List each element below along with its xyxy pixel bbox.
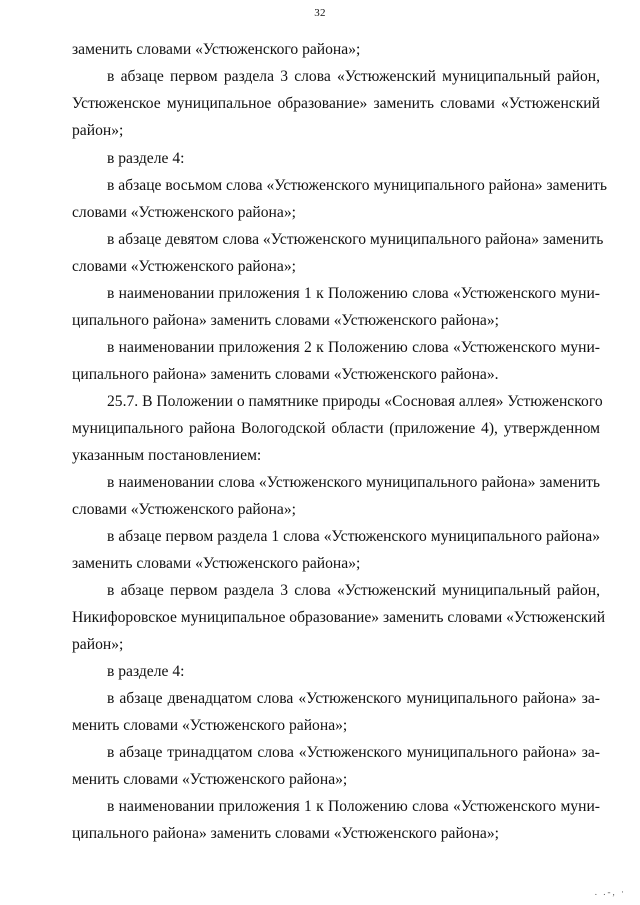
text-line: словами «Устюженского района»;: [72, 258, 296, 275]
text-line: район»;: [72, 122, 124, 139]
text-line: Никифоровское муниципальное образование» заменить словами «Устюженский: [72, 609, 606, 626]
text-line: в разделе 4:: [107, 150, 185, 167]
text-line: ципального района» заменить словами «Устюженского района»;: [72, 312, 499, 329]
text-line: словами «Устюженского района»;: [72, 501, 296, 518]
text-line: ципального района» заменить словами «Устюженского района»;: [72, 825, 499, 842]
text-line: в абзаце двенадцатом слова «Устюженского муниципального района» за-: [107, 690, 600, 707]
text-line: в абзаце восьмом слова «Устюженского муниципального района» заменить: [107, 177, 607, 194]
text-line: заменить словами «Устюженского района»;: [72, 555, 361, 572]
text-line: в абзаце тринадцатом слова «Устюженского муниципального района» за-: [107, 744, 600, 761]
text-line: в абзаце первом раздела 3 слова «Устюженский муниципальный район,: [107, 582, 600, 599]
text-line: в наименовании приложения 1 к Положению слова «Устюженского муни-: [107, 285, 600, 302]
text-line: в абзаце первом раздела 3 слова «Устюженский муниципальный район,: [107, 68, 600, 85]
page-number: 32: [314, 7, 326, 19]
text-line: в абзаце первом раздела 1 слова «Устюженского муниципального района»: [107, 528, 600, 545]
text-line: в наименовании приложения 2 к Положению слова «Устюженского муни-: [107, 339, 600, 356]
text-line: Устюженское муниципальное образование» заменить словами «Устюженский: [72, 95, 600, 112]
text-line: в наименовании приложения 1 к Положению слова «Устюженского муни-: [107, 798, 600, 815]
text-line: ципального района» заменить словами «Устюженского района».: [72, 366, 499, 383]
text-line: в абзаце девятом слова «Устюженского муниципального района» заменить: [107, 231, 604, 248]
text-line: менить словами «Устюженского района»;: [72, 771, 348, 788]
text-line: заменить словами «Устюженского района»;: [72, 41, 361, 58]
text-line: в наименовании слова «Устюженского муниципального района» заменить: [107, 474, 600, 491]
text-line: словами «Устюженского района»;: [72, 204, 296, 221]
text-line: район»;: [72, 636, 124, 653]
text-line: муниципального района Вологодской области (приложение 4), утвержденном: [72, 420, 600, 437]
scan-artifact: . .-, ·: [594, 887, 626, 897]
text-line: 25.7. В Положении о памятнике природы «Сосновая аллея» Устюженского: [107, 393, 603, 410]
text-line: указанным постановлением:: [72, 447, 262, 464]
text-line: в разделе 4:: [107, 663, 185, 680]
text-line: менить словами «Устюженского района»;: [72, 717, 348, 734]
